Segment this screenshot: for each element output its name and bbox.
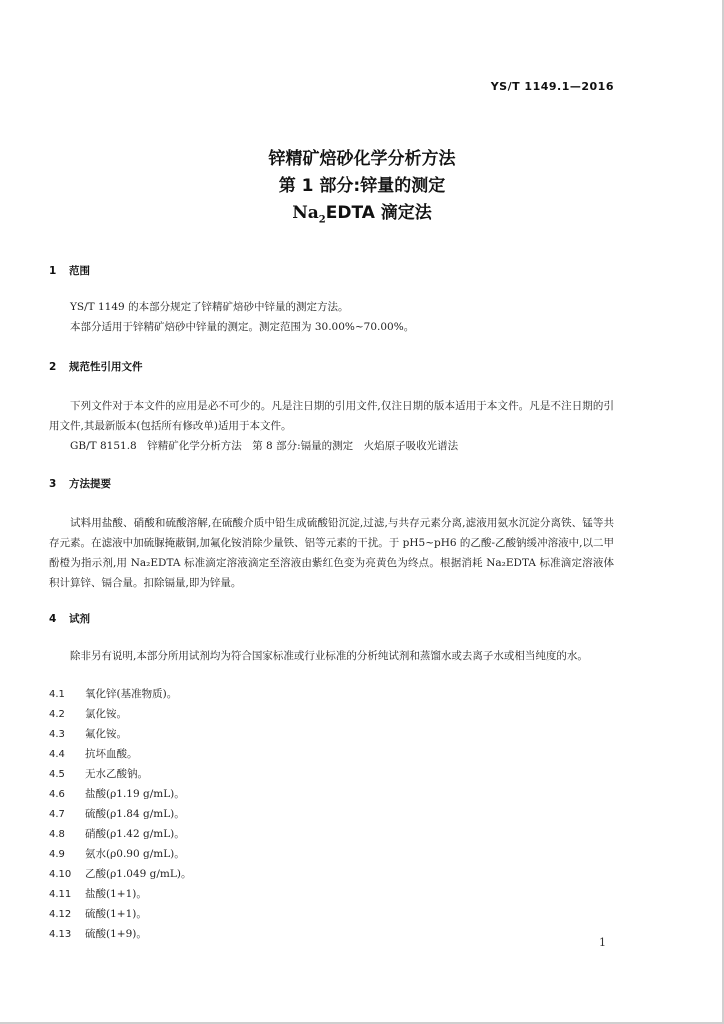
reagent-item xyxy=(49,906,147,921)
item-text: 无水乙酸钠。 xyxy=(85,768,148,780)
reagent-item xyxy=(49,886,147,901)
section-3-heading xyxy=(49,476,111,491)
item-number: 4.12 xyxy=(49,909,72,920)
reagent-item xyxy=(49,786,185,801)
standard-number: YS/T 1149.1—2016 xyxy=(490,80,614,93)
section-title: 试剂 xyxy=(69,613,90,625)
section-3-paragraph-1: 试料用盐酸、硝酸和硫酸溶解,在硫酸介质中铅生成硫酸铅沉淀,过滤,与共存元素分离,滤液用氨水沉淀分离铁、锰等共存元素。在滤液中加硫脲掩蔽铜,加氟化铵消除少量铁、铝等元素的干扰。于 pH5~pH6 的乙酸-乙酸钠缓冲溶液中,以二甲酚橙为指示剂,用 Na₂EDTA 标准滴定溶液滴定至溶液由紫红色变为亮黄色为终点。根据消耗 Na₂EDTA 标准滴定溶液体积计算锌、镉合量。扣除镉量,即为锌量。 xyxy=(49,517,614,589)
reagent-item xyxy=(49,866,191,881)
section-title: 规范性引用文件 xyxy=(69,361,143,373)
section-2-paragraph-1: 下列文件对于本文件的应用是必不可少的。凡是注日期的引用文件,仅注日期的版本适用于本文件。凡是不注日期的引用文件,其最新版本(包括所有修改单)适用于本文件。 xyxy=(49,400,614,432)
title-line-2: 第 1 部分:锌量的测定 xyxy=(278,176,446,196)
item-number: 4.10 xyxy=(49,869,72,880)
title-na: Na xyxy=(292,203,319,223)
section-number: 1 xyxy=(49,265,57,277)
item-text: 硫酸(ρ1.84 g/mL)。 xyxy=(85,808,185,820)
item-number: 4.8 xyxy=(49,829,65,840)
section-2-heading xyxy=(49,359,143,374)
item-number: 4.2 xyxy=(49,709,65,720)
reagent-item xyxy=(49,686,177,701)
section-1-paragraph-2: 本部分适用于锌精矿焙砂中锌量的测定。测定范围为 30.00%~70.00%。 xyxy=(70,321,415,333)
section-4-heading xyxy=(49,611,90,626)
item-text: 氨水(ρ0.90 g/mL)。 xyxy=(85,848,185,860)
reagent-item xyxy=(49,826,185,841)
section-title: 范围 xyxy=(69,265,90,277)
page-number: 1 xyxy=(599,936,606,949)
item-text: 盐酸(ρ1.19 g/mL)。 xyxy=(85,788,185,800)
section-number: 4 xyxy=(49,613,57,625)
reagent-item xyxy=(49,726,127,741)
item-number: 4.3 xyxy=(49,729,65,740)
item-number: 4.7 xyxy=(49,809,65,820)
title-line-3 xyxy=(0,198,724,225)
item-text: 盐酸(1+1)。 xyxy=(85,888,147,900)
item-number: 4.6 xyxy=(49,789,65,800)
item-number: 4.9 xyxy=(49,849,65,860)
title-method: EDTA 滴定法 xyxy=(325,203,432,223)
reagent-item xyxy=(49,766,148,781)
title-subscript: 2 xyxy=(318,214,326,226)
section-number: 2 xyxy=(49,361,57,373)
item-number: 4.11 xyxy=(49,889,72,900)
section-title: 方法提要 xyxy=(69,478,111,490)
section-1-paragraph-1: YS/T 1149 的本部分规定了锌精矿焙砂中锌量的测定方法。 xyxy=(70,301,349,313)
item-number: 4.4 xyxy=(49,749,65,760)
item-text: 抗坏血酸。 xyxy=(85,748,138,760)
item-number: 4.5 xyxy=(49,769,65,780)
section-number: 3 xyxy=(49,478,57,490)
item-text: 硫酸(1+1)。 xyxy=(85,908,147,920)
reagent-item xyxy=(49,746,138,761)
item-number: 4.13 xyxy=(49,929,72,940)
item-text: 乙酸(ρ1.049 g/mL)。 xyxy=(85,868,192,880)
item-text: 氧化锌(基准物质)。 xyxy=(85,688,178,700)
reagent-item xyxy=(49,806,185,821)
reagent-item xyxy=(49,926,147,941)
item-number: 4.1 xyxy=(49,689,65,700)
item-text: 硝酸(ρ1.42 g/mL)。 xyxy=(85,828,185,840)
section-2-reference: GB/T 8151.8 锌精矿化学分析方法 第 8 部分:镉量的测定 火焰原子吸收光谱法 xyxy=(70,440,459,452)
item-text: 氯化铵。 xyxy=(85,708,127,720)
title-line-1: 锌精矿焙砂化学分析方法 xyxy=(268,149,456,169)
section-1-heading xyxy=(49,263,90,278)
reagent-item xyxy=(49,846,185,861)
item-text: 硫酸(1+9)。 xyxy=(85,928,147,940)
reagent-item xyxy=(49,706,127,721)
section-4-paragraph-1: 除非另有说明,本部分所用试剂均为符合国家标准或行业标准的分析纯试剂和蒸馏水或去离子水或相当纯度的水。 xyxy=(70,650,588,662)
item-text: 氟化铵。 xyxy=(85,728,127,740)
